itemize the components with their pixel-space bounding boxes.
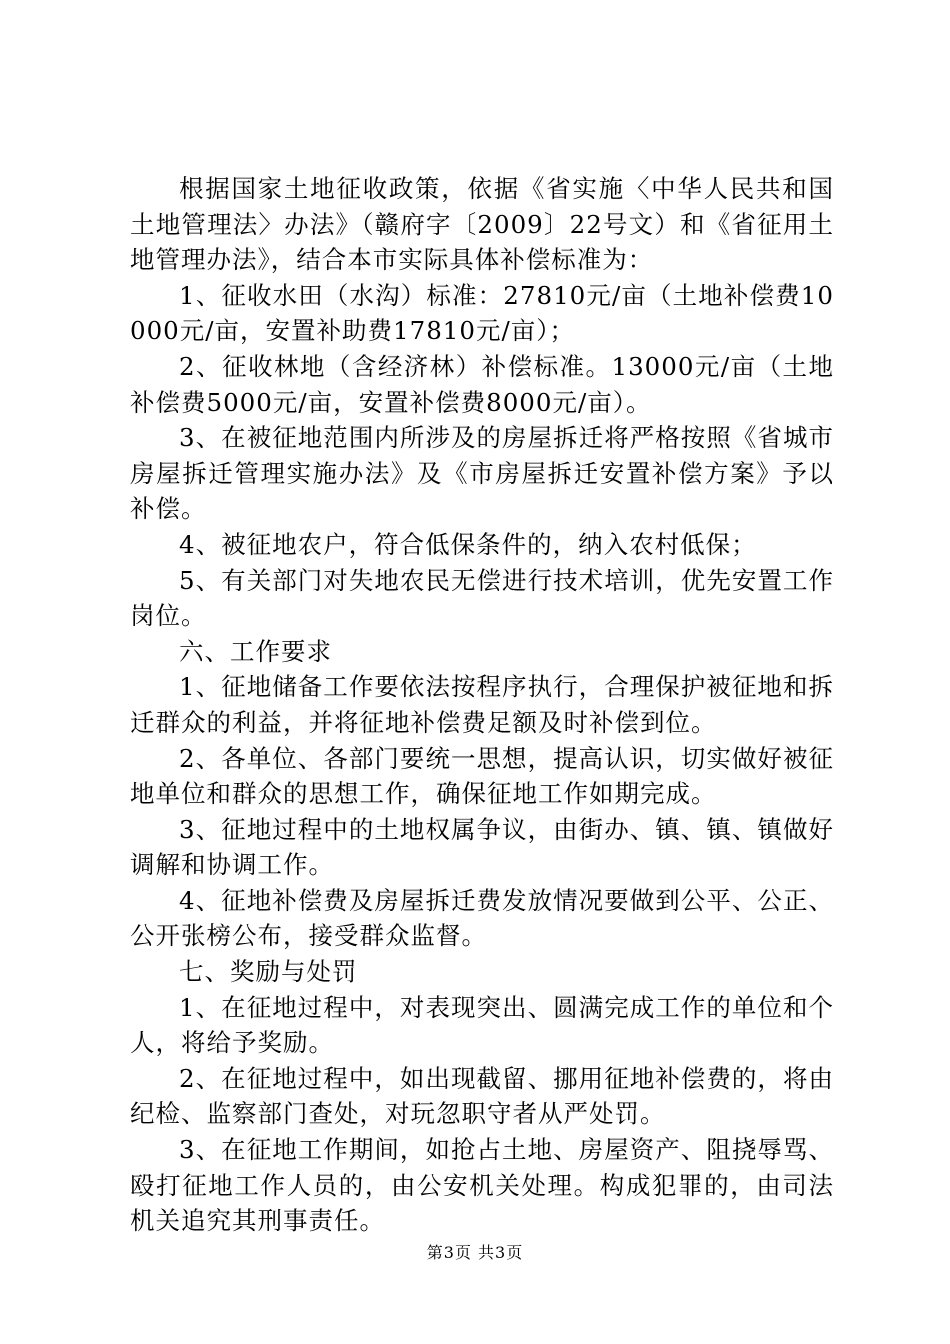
page-number-footer: 第3页 共3页 xyxy=(426,1243,524,1262)
document-body xyxy=(130,171,834,1239)
paragraph-item-2-forest: 2、征收林地（含经济林）补偿标准。13000元/亩（土地补偿费5000元/亩，安置补偿费8000元/亩）。 xyxy=(130,351,834,417)
paragraph-item-5-training: 5、有关部门对失地农民无偿进行技术培训，优先安置工作岗位。 xyxy=(130,565,834,631)
paragraph-intro: 根据国家土地征收政策，依据《省实施〈中华人民共和国土地管理法〉办法》（赣府字〔2009〕22号文）和《省征用土地管理办法》，结合本市实际具体补偿标准为： xyxy=(130,174,834,275)
paragraph-penalty-2: 2、在征地过程中，如出现截留、挪用征地补偿费的，将由纪检、监察部门查处，对玩忽职守者从严处罚。 xyxy=(130,1063,834,1129)
paragraph-item-3-housing: 3、在被征地范围内所涉及的房屋拆迁将严格按照《省城市房屋拆迁管理实施办法》及《市房屋拆迁安置补偿方案》予以补偿。 xyxy=(130,423,834,524)
section-heading-rewards: 七、奖励与处罚 xyxy=(179,957,358,987)
paragraph-reward-1: 1、在征地过程中，对表现突出、圆满完成工作的单位和个人，将给予奖励。 xyxy=(130,992,834,1058)
paragraph-item-4-welfare: 4、被征地农户，符合低保条件的，纳入农村低保； xyxy=(179,529,757,559)
section-heading-requirements: 六、工作要求 xyxy=(179,636,332,666)
paragraph-item-1-paddy: 1、征收水田（水沟）标准：27810元/亩（土地补偿费10000元/亩，安置补助费17810元/亩）； xyxy=(130,280,834,346)
paragraph-requirement-4: 4、征地补偿费及房屋拆迁费发放情况要做到公平、公正、公开张榜公布，接受群众监督。 xyxy=(130,885,834,951)
paragraph-requirement-3: 3、征地过程中的土地权属争议，由街办、镇、镇、镇做好调解和协调工作。 xyxy=(130,814,834,880)
paragraph-penalty-3: 3、在征地工作期间，如抢占土地、房屋资产、阻挠辱骂、殴打征地工作人员的，由公安机关处理。构成犯罪的，由司法机关追究其刑事责任。 xyxy=(130,1135,834,1236)
paragraph-requirement-1: 1、征地储备工作要依法按程序执行，合理保护被征地和拆迁群众的利益，并将征地补偿费足额及时补偿到位。 xyxy=(130,672,834,737)
paragraph-requirement-2: 2、各单位、各部门要统一思想，提高认识，切实做好被征地单位和群众的思想工作，确保征地工作如期完成。 xyxy=(130,743,834,809)
